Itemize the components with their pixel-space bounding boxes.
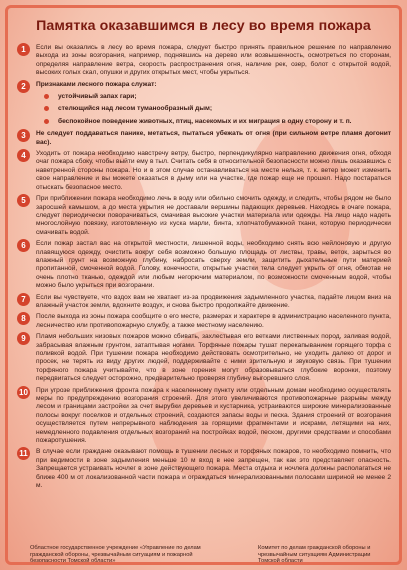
item-text: Признаками лесного пожара служат: <box>36 80 157 88</box>
list-item <box>16 313 391 330</box>
list-item <box>16 387 391 446</box>
item-number: 4 <box>17 149 30 162</box>
bullet-icon <box>44 94 49 99</box>
bullet-icon <box>44 106 49 111</box>
footer-left-org: Областное государственное учреждение «Управление по делам гражданской обороны, чрезвычайным ситуациям и пожарной безопасности Томской области» <box>30 545 201 565</box>
item-text: Уходить от пожара необходимо навстречу ветру, быстро, перпендикулярно направлению движения огня, обходя очаг пожара сбоку, чтобы выйти ему в тыл. Считать себя в относительной безопасности можно лишь оказавшись с наветренной стороны пожара. Но и в этом случае останавливаться на месте нельзя, т. к. ветер может изменить свое направление и вы можете оказаться в дыму или на участке, где пожар еще не прошел. Надо постараться отыскать безопасное место. <box>36 150 391 191</box>
list-item <box>16 195 391 237</box>
item-text: Если вы оказались в лесу во время пожара, следует быстро принять правильное решение по направлению выхода из зоны возгорания, например, поднявшись на дерево или возвышенность, осмотреться по сторонам, определяя направление ветра, скорость распространения огня, наличие рек, озер, болот с открытой водой, высоких голых скал, опушки и других открытых мест, чтобы укрыться. <box>36 44 391 77</box>
sign-item <box>36 93 391 101</box>
item-number: 1 <box>17 43 30 56</box>
list-item <box>16 448 391 490</box>
item-number: 7 <box>17 293 30 306</box>
item-text: Если пожар застал вас на открытой местности, лишенной воды, необходимо снять всю нейлоновую и другую плавящуюся одежду, очистить вокруг себя возможно большую площадь от листвы, травы, веток, зарыться во влажный грунт на возможную глубину, набросать сверху земли, защитить дыхательные пути материей пропитанной, смоченной водой. Голову, конечности, открытые участки тела следует укрыть от огня, обмотав не очень плотно тканью, одеждой или любым негорючим материалом, по возможности смоченным водой, чтобы можно было укрыться при возгорании. <box>36 240 391 290</box>
item-number: 11 <box>17 447 30 460</box>
item-text: При угрозе приближения фронта пожара к населенному пункту или отдельным домам необходимо осуществлять меры по предупреждению возгорания строений. Для этого увеличиваются противопожарные разрывы между лесом и границами застройки за счет вырубки деревьев и кустарника, устраиваются широкие минерализованные полосы вокруг поселков и отдельных строений, создаются запасы воды и песка. Здания строений от возгорания осуществляется путем непрерывного наблюдения за горящими фрагментами и искрами, летящими на них, немедленного подавления отдельных возгораний на постройках водой, песком, другими средствами и способами пожаротушения. <box>36 386 391 445</box>
list-item <box>16 130 391 147</box>
item-text: В случае если граждане оказывают помощь в тушении лесных и торфяных пожаров, то необходимо помнить, что при ведимости в зоне задымления меньше 10 м вход в нее запрещен, так как это представляет опасность. Запрещается устраивать ночлег в зоне действующего пожара. Места отдыха и ночлега должны располагаться не ближе 400 м от локализованной части пожара и ограждаться минерализованными полосами шириной не менее 2 м. <box>36 448 391 490</box>
item-number: 9 <box>17 332 30 345</box>
item-text: Не следует поддаваться панике, метаться, пытаться убежать от огня (при сильном ветре пламя догонит вас). <box>36 130 391 146</box>
footer <box>30 545 380 565</box>
sign-item <box>36 105 391 113</box>
item-text: При приближении пожара необходимо лечь в воду или обильно смочить одежду, и следить, чтобы рядом не было заросшей камышом, а до места укрытия не доставали вершины падающих деревьев. Находясь в очаге пожара, следует периодически поворачиваться, смачивая высокие участки материала или одежды. На лицо надо надеть многослойную повязку, изготовленную из куска марли, бинта, хлопчатобумажной ткани, которую периодически смачивать водой. <box>36 195 391 236</box>
sign-text: беспокойное поведение животных, птиц, насекомых и их миграция в одну сторону и т. п. <box>58 117 352 125</box>
list-item <box>16 240 391 290</box>
bullet-icon <box>44 119 49 124</box>
list-item <box>16 333 391 383</box>
sign-item <box>36 118 391 126</box>
list-item <box>16 150 391 192</box>
list-item <box>16 44 391 78</box>
list-item <box>16 81 391 127</box>
list-item <box>16 294 391 311</box>
sign-text: стелющийся над лесом туманообразный дым; <box>58 105 213 113</box>
item-number: 2 <box>17 80 30 93</box>
sign-text: устойчивый запах гари; <box>58 93 137 101</box>
instruction-list <box>16 44 391 532</box>
footer-right-org: Комитет по делам гражданской обороны и чрезвычайным ситуациям Администрации Томской области <box>258 545 371 565</box>
item-number: 6 <box>17 239 30 252</box>
page-title: Памятка оказавшимся в лесу во время пожара <box>36 18 371 34</box>
item-number: 5 <box>17 194 30 207</box>
item-number: 8 <box>17 312 30 325</box>
item-text: Пламя небольших низовых пожаров можно сбивать, захлестывая его ветками лиственных пород, заливая водой, забрасывая влажным грунтом, затаптывая ногами. Торфяные пожары тушат перекапыванием горящего торфа с поливкой водой. При тушении пожара необходимо действовать осмотрительно, не уходить далеко от дорог и просек, не терять из виду других людей, поддерживайте с ними зрительную и звуковую связь. При тушении торфяного пожара учитывайте, что в зоне горения могут образовываться глубокие воронки, поэтому передвигаться следует осторожно, предварительно проверяя глубину выгоревшего слоя. <box>36 333 391 383</box>
item-number: 3 <box>17 129 30 142</box>
item-text: После выхода из зоны пожара сообщите о его месте, размерах и характере в администрацию населенного пункта, лесничество или противопожарную службу, а также местному населению. <box>36 313 391 329</box>
item-number: 10 <box>17 386 30 399</box>
item-text: Если вы чувствуете, что вздох вам не хватает из-за продвижения задымленного участка, падайте лицом вниз на влажный участок земли, вдохните воздух, и снова быстро продолжайте движение. <box>36 293 391 309</box>
